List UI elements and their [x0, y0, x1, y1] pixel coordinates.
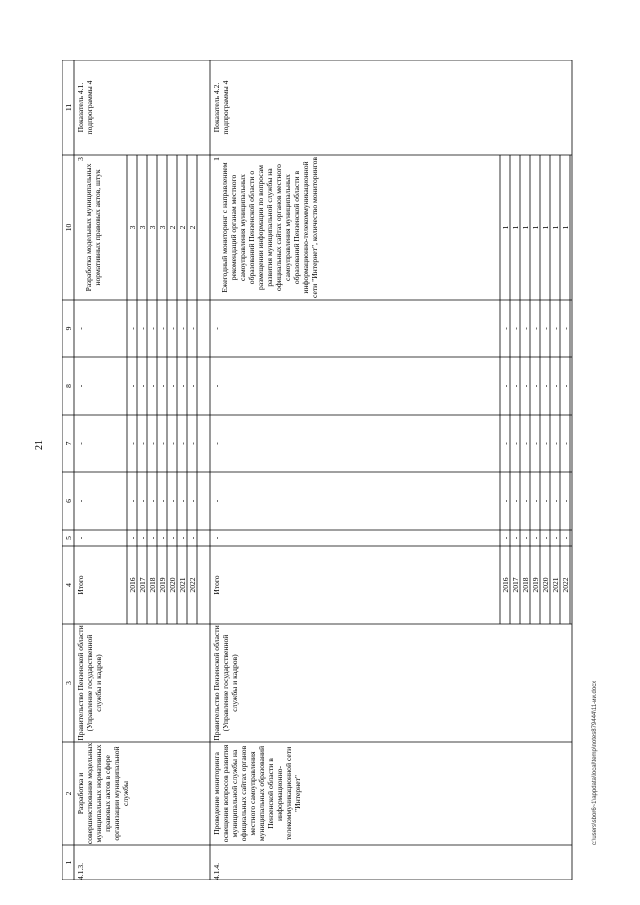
row-4-1-4-year-2022-dash-8: -: [561, 384, 570, 388]
row-4-1-4-year-2021-dash-6: -: [551, 499, 560, 503]
row-4-1-3-year-2016-dash-6: -: [128, 499, 137, 503]
page-number: 21: [34, 440, 45, 450]
row-4-1-3-year-2017-dash-8: -: [138, 384, 147, 388]
row-4-1-4-dash-col8: -: [212, 384, 221, 388]
row-4-1-3-year-2017: 2017: [138, 577, 147, 593]
row-4-1-4-executor: Правительство Пензенской области (Управление государственной службы и кадров): [212, 625, 239, 741]
row-4-1-4-year-2017-value: 1: [511, 225, 520, 230]
row-4-1-3-year-2021-dash-8: -: [178, 384, 187, 388]
row-4-1-3-year-2019-dash-9: -: [158, 327, 167, 330]
footer-path: c:\users\sbor6~1\appdata\local\temp\notes879444\11-ии.docx: [592, 680, 598, 845]
row-4-1-3-year-2016-dash-8: -: [128, 384, 137, 388]
row-4-1-3-year-2018-dash-9: -: [148, 327, 157, 330]
row-4-1-4-year-2018-dash-9: -: [521, 327, 530, 330]
row-4-1-4-year-2021: 2021: [551, 577, 560, 593]
row-4-1-4-dash-col6: -: [212, 499, 221, 503]
row-4-1-3-year-2016-value: 3: [128, 225, 137, 230]
row-4-1-3-indicator-ref: Показатель 4.1. подпрограммы 4: [76, 80, 94, 135]
row-4-1-4-total-label: Итого: [212, 575, 221, 595]
row-4-1-3-total-label: Итого: [76, 575, 85, 595]
row-4-1-3-year-2016-dash-9: -: [128, 327, 137, 330]
row-4-1-3-year-2019-dash-8: -: [158, 384, 167, 388]
row-4-1-4-indicator-ref: Показатель 4.2. подпрограммы 4: [212, 80, 230, 135]
row-4-1-4-year-2022-dash-5: -: [561, 536, 570, 540]
row-4-1-3-number: 4.1.3.: [76, 862, 85, 880]
row-4-1-3-year-2021-dash-5: -: [178, 536, 187, 540]
column-header-8: 8: [64, 384, 73, 388]
column-header-4: 4: [64, 583, 73, 587]
row-4-1-4-year-2020-value: 1: [541, 225, 550, 230]
row-4-1-3-year-2022-dash-8: -: [188, 384, 197, 388]
row-4-1-3-year-2018-dash-7: -: [148, 442, 157, 445]
row-4-1-3-year-2017-dash-6: -: [138, 499, 147, 503]
row-4-1-3-year-2017-value: 3: [138, 225, 147, 230]
row-4-1-4-year-2021-dash-8: -: [551, 384, 560, 388]
row-4-1-4-dash-col5: -: [212, 536, 221, 540]
row-4-1-3-total-value: 3: [76, 157, 85, 161]
row-4-1-4-year-2020-dash-5: -: [541, 536, 550, 540]
row-4-1-4-year-2019-value: 1: [531, 225, 540, 230]
row-4-1-3-year-2021: 2021: [178, 577, 187, 593]
row-4-1-4-year-2019: 2019: [531, 577, 540, 593]
column-header-6: 6: [64, 499, 73, 503]
row-4-1-4-year-2017-dash-8: -: [511, 384, 520, 388]
row-4-1-4-year-2017: 2017: [511, 577, 520, 593]
row-4-1-3-year-2018-value: 3: [148, 225, 157, 230]
row-4-1-4-year-2021-dash-5: -: [551, 536, 560, 540]
column-header-9: 9: [64, 326, 73, 331]
row-4-1-3-year-2020-dash-6: -: [168, 499, 177, 503]
row-4-1-3-year-2022-dash-5: -: [188, 536, 197, 540]
column-header-11: 11: [64, 103, 73, 112]
row-4-1-4-year-2022-dash-6: -: [561, 499, 570, 503]
row-4-1-4-dash-col7: -: [212, 442, 221, 445]
row-4-1-3-year-2021-dash-9: -: [178, 327, 187, 330]
row-4-1-3-year-2019-dash-7: -: [158, 442, 167, 445]
row-4-1-4-year-2022-dash-9: -: [561, 327, 570, 330]
row-4-1-3-year-2022-dash-7: -: [188, 442, 197, 445]
row-4-1-4-year-2016-dash-8: -: [501, 384, 510, 388]
row-4-1-3-indicator-name: Разработка модельных муниципальных нормативных правовых актов, штук: [84, 163, 102, 292]
row-4-1-4-year-2016-value: 1: [501, 225, 510, 230]
row-4-1-4-year-2022-dash-7: -: [561, 442, 570, 445]
row-4-1-3-year-2020-dash-8: -: [168, 384, 177, 388]
row-4-1-4-total-value: 1: [212, 157, 221, 161]
row-4-1-3-year-2022-dash-6: -: [188, 499, 197, 503]
row-4-1-3-year-2022-dash-9: -: [188, 327, 197, 330]
row-4-1-3-year-2020-value: 2: [168, 225, 177, 230]
row-4-1-3-dash-col9: -: [76, 327, 85, 330]
row-4-1-4-year-2019-dash-5: -: [531, 536, 540, 540]
row-4-1-4-year-2019-dash-6: -: [531, 499, 540, 503]
row-4-1-4-year-2017-dash-9: -: [511, 327, 520, 330]
row-4-1-3-year-2018-dash-8: -: [148, 384, 157, 388]
row-4-1-4-year-2019-dash-8: -: [531, 384, 540, 388]
column-header-5: 5: [64, 536, 73, 540]
row-4-1-4-year-2020-dash-8: -: [541, 384, 550, 388]
row-4-1-3-year-2018-dash-5: -: [148, 536, 157, 540]
row-4-1-4-year-2020-dash-9: -: [541, 327, 550, 330]
row-4-1-4-year-2017-dash-6: -: [511, 499, 520, 503]
row-4-1-3-dash-col5: -: [76, 536, 85, 540]
row-4-1-4-year-2019-dash-7: -: [531, 442, 540, 445]
column-header-2: 2: [64, 791, 73, 796]
row-4-1-3-year-2020-dash-7: -: [168, 442, 177, 445]
row-4-1-4-year-2017-dash-7: -: [511, 442, 520, 445]
row-4-1-3-year-2017-dash-7: -: [138, 442, 147, 445]
row-4-1-4-year-2022-value: 1: [561, 225, 570, 230]
row-4-1-3-year-2019: 2019: [158, 577, 167, 593]
column-header-1: 1: [64, 860, 73, 865]
row-4-1-3-year-2022: 2022: [188, 577, 197, 593]
row-4-1-4-name: Проведение мониторинга освещения вопросов развития муниципальной службы на официальных сайтах органов местного самоуправления муниципальных образований Пензенской области в информационно-телекоммуникационной сети "Интернет": [212, 744, 302, 843]
row-4-1-3-dash-col7: -: [76, 442, 85, 445]
row-4-1-4-indicator-name: Ежегодный мониторинг с направлением рекомендаций органам местного самоуправления муниципальных образований Пензенской области о размещении информации по вопросам развития муниципальной службы на официальных сайтах органов местного самоуправления муниципальных образований Пензенской области в информационно-телекоммуникационной сети "Интернет", количество мониторингов: [220, 156, 319, 299]
column-header-3: 3: [64, 681, 73, 685]
row-4-1-4-year-2018-dash-5: -: [521, 536, 530, 540]
row-4-1-3-year-2017-dash-5: -: [138, 536, 147, 540]
row-4-1-3-year-2017-dash-9: -: [138, 327, 147, 330]
row-4-1-4-year-2016-dash-9: -: [501, 327, 510, 330]
column-header-10: 10: [64, 223, 73, 232]
row-4-1-3-year-2018: 2018: [148, 577, 157, 593]
row-4-1-3-year-2020-dash-9: -: [168, 327, 177, 330]
row-4-1-4-year-2020-dash-6: -: [541, 499, 550, 503]
row-4-1-4-year-2018: 2018: [521, 577, 530, 593]
row-4-1-3-year-2016: 2016: [128, 577, 137, 593]
row-4-1-4-year-2019-dash-9: -: [531, 327, 540, 330]
row-4-1-4-year-2018-value: 1: [521, 225, 530, 230]
row-4-1-4-year-2021-dash-9: -: [551, 327, 560, 330]
row-4-1-4-number: 4.1.4.: [212, 862, 221, 880]
row-4-1-4-year-2020-dash-7: -: [541, 442, 550, 445]
row-4-1-3-year-2022-value: 2: [188, 225, 197, 230]
row-4-1-3-name: Разработка и совершенствование модельных муниципальных нормативных правовых актов в сфере организации муниципальной службы: [76, 742, 130, 845]
row-4-1-4-year-2016-dash-5: -: [501, 536, 510, 540]
row-4-1-3-year-2021-dash-7: -: [178, 442, 187, 445]
row-4-1-4-year-2018-dash-7: -: [521, 442, 530, 445]
row-4-1-3-executor: Правительство Пензенской области (Управление государственной службы и кадров): [76, 625, 103, 741]
row-4-1-3-year-2016-dash-7: -: [128, 442, 137, 445]
row-4-1-4-year-2016: 2016: [501, 577, 510, 593]
row-4-1-3-year-2019-dash-6: -: [158, 499, 167, 503]
row-4-1-3-year-2021-dash-6: -: [178, 499, 187, 503]
row-4-1-4-year-2016-dash-7: -: [501, 442, 510, 445]
row-4-1-3-year-2016-dash-5: -: [128, 536, 137, 540]
row-4-1-4-year-2021-value: 1: [551, 225, 560, 230]
row-4-1-3-year-2018-dash-6: -: [148, 499, 157, 503]
row-4-1-4-year-2022: 2022: [561, 577, 570, 593]
row-4-1-4-year-2017-dash-5: -: [511, 536, 520, 540]
row-4-1-4-dash-col9: -: [212, 327, 221, 330]
row-4-1-4-year-2016-dash-6: -: [501, 499, 510, 503]
row-4-1-3-year-2019-dash-5: -: [158, 536, 167, 540]
row-4-1-3-year-2020: 2020: [168, 577, 177, 593]
row-4-1-3-dash-col6: -: [76, 499, 85, 503]
row-4-1-3-year-2021-value: 2: [178, 225, 187, 230]
rotated-table: [62, 60, 582, 880]
row-4-1-3-year-2019-value: 3: [158, 225, 167, 230]
row-4-1-4-year-2020: 2020: [541, 577, 550, 593]
row-4-1-4-year-2018-dash-6: -: [521, 499, 530, 503]
row-4-1-4-year-2018-dash-8: -: [521, 384, 530, 388]
row-4-1-3-dash-col8: -: [76, 384, 85, 388]
row-4-1-3-year-2020-dash-5: -: [168, 536, 177, 540]
row-4-1-4-year-2021-dash-7: -: [551, 442, 560, 445]
column-header-7: 7: [64, 441, 73, 446]
